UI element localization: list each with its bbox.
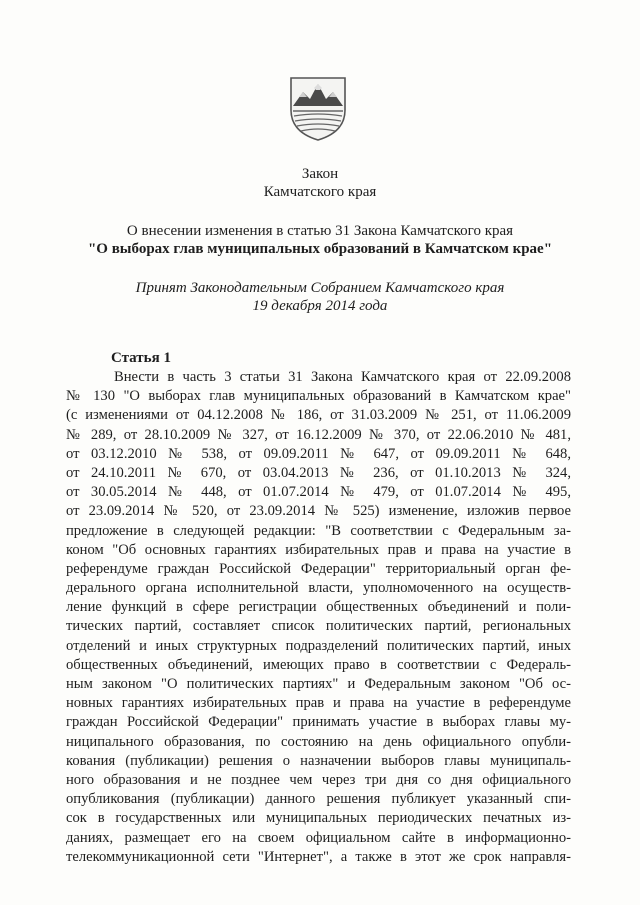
article-line: от 24.10.2011 № 670, от 03.04.2013 № 236, от 01.10.2013 № 324, — [66, 464, 571, 481]
article-line: сок в государственных или муниципальных периодических печатных из- — [66, 810, 571, 827]
law-subject-line-2: "О выборах глав муниципальных образований в Камчатском крае" — [87, 241, 553, 257]
article-line: референдуме граждан Российской Федерации" территориальный орган фе- — [66, 560, 571, 577]
law-region: Камчатского края — [263, 184, 377, 200]
article-line: ление функций в сфере регистрации общественных объединений и поли- — [66, 599, 571, 616]
article-line: ниципального образования, по состоянию на день официального опубли- — [66, 733, 571, 750]
article-line: предложение в следующей редакции: "В соответствии с Федеральным за- — [66, 522, 571, 539]
law-title: Закон — [301, 166, 339, 182]
article-line: ного образования и не позднее чем через три дня со дня официального — [66, 771, 571, 788]
article-line: даниях, размещает его на своем официальном сайте в информационно- — [66, 829, 571, 846]
article-line: новных гарантиях избирательных прав и права на участие в референдуме — [66, 695, 571, 712]
kamchatka-coat-of-arms-icon — [283, 72, 353, 142]
article-line: коном "Об основных гарантиях избирательных прав и права на участие в — [66, 541, 571, 558]
article-line: от 30.05.2014 № 448, от 01.07.2014 № 479, от 01.07.2014 № 495, — [66, 484, 571, 501]
article-line: кования (публикации) решения о назначении выборов главы муниципаль- — [66, 752, 571, 769]
article-line: опубликования (публикации) данного решения публикует указанный спи- — [66, 791, 571, 808]
law-subject-line-1: О внесении изменения в статью 31 Закона Камчатского края — [126, 223, 514, 239]
article-line: от 03.12.2010 № 538, от 09.09.2011 № 647, от 09.09.2011 № 648, — [66, 445, 571, 462]
adoption-date: 19 декабря 2014 года — [252, 298, 388, 314]
article-line: № 130 "О выборах глав муниципальных образований в Камчатском крае" — [66, 388, 571, 405]
article-line: отделений и иных структурных подразделений политических партий, иных — [66, 637, 571, 654]
article-line: дерального органа исполнительной власти, уполномоченного на осуществ- — [66, 580, 571, 597]
article-line: от 23.09.2014 № 520, от 23.09.2014 № 525) изменение, изложив первое — [66, 503, 571, 520]
article-line: № 289, от 28.10.2009 № 327, от 16.12.2009 № 370, от 22.06.2010 № 481, — [66, 426, 571, 443]
article-line: граждан Российской Федерации" принимать участие в выборах главы му- — [66, 714, 571, 731]
article-line: ным законом "О политических партиях" и Федеральным законом "Об ос- — [66, 676, 571, 692]
adoption-line: Принят Законодательным Собранием Камчатского края — [135, 280, 505, 296]
article-line: тических партий, составляет список политических партий, региональных — [66, 618, 571, 635]
article-line: телекоммуникационной сети "Интернет", а также в этот же срок направля- — [66, 848, 571, 865]
article-title: Статья 1 — [111, 350, 171, 366]
article-line: (с изменениями от 04.12.2008 № 186, от 31.03.2009 № 251, от 11.06.2009 — [66, 407, 571, 424]
article-line: Внести в часть 3 статьи 31 Закона Камчатского края от 22.09.2008 — [114, 369, 571, 385]
article-line: общественных объединений, имеющих право в соответствии с Федераль- — [66, 656, 571, 673]
article-body — [66, 368, 571, 867]
